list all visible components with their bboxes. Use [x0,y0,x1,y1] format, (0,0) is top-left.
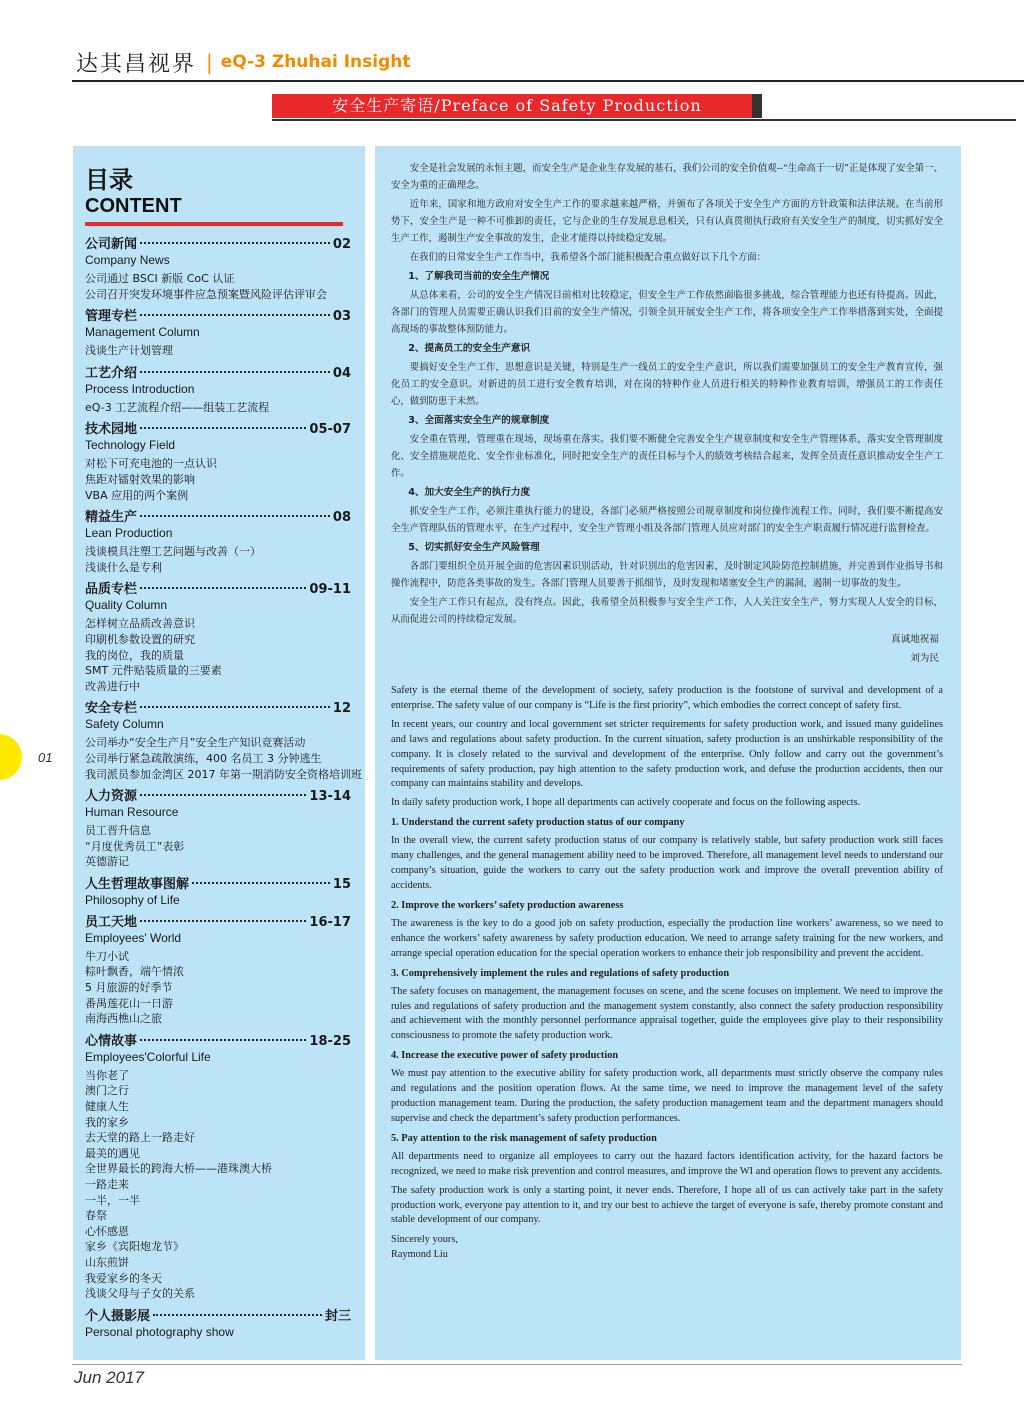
toc-section-english: Human Resource [85,805,179,820]
toc-article-item: 5 月旅游的好季节 [85,981,173,995]
toc-page-number: 13-14 [309,789,351,805]
toc-red-underline [85,222,343,226]
cn-paragraph: 安全是社会发展的永恒主题，而安全生产是企业生存发展的基石，我们公司的安全价值观--“生命高于一切”正是体现了安全第一、安全为重的正确理念。 [391,163,943,191]
chinese-body [391,160,943,628]
en-paragraph: We must pay attention to the executive ability for safety production work, all departments must strictly observe the company rules and regulations and the position operation flows. At the same time, we need to improve the management level of the safety production management team. During the production, the safety production management team and the department managers should supervise and check the department’s safety production performances. [391,1068,943,1124]
toc-page-number: 02 [332,237,351,252]
toc-section [85,581,351,694]
toc-section-title: 安全专栏 [85,701,138,717]
issue-date: Jun 2017 [74,1368,144,1387]
toc-section-title: 人生哲理故事图解 [85,876,190,892]
toc-article-item: 员工晋升信息 [85,824,151,838]
toc-section-english: Process Introduction [85,381,195,396]
toc-section-english: Philosophy of Life [85,892,180,907]
cn-paragraph: 要搞好安全生产工作，思想意识是关键，特别是生产一线员工的安全生产意识，所以我们需要加强员工的安全生产教育宣传，强化员工的安全意识。对新进的员工进行安全教育培训，对在岗的特种作业人员进行相关的特种作业教育培训，增强员工的工作责任心，做到防患于未然。 [391,362,943,407]
toc-section-title: 个人摄影展 [85,1308,151,1324]
toc-article-item: 去天堂的路上一路走好 [85,1131,195,1145]
page-marker-dot [0,734,22,780]
en-paragraph: The safety focuses on management, the management focuses on scene, and the scene focuses on implement. We need to improve the rules and regulations of safety production and the management system constantly, also connect the safety production responsibility and achievement with the monthly personnel performance appraisal together, guide the employees give play to their responsibility consciousness to promote the safety production work. [391,985,943,1042]
toc-article-item: 焦距对镭射效果的影响 [85,472,195,486]
toc-subtitle: CONTENT [85,195,182,217]
toc-section-title: 管理专栏 [85,309,138,325]
english-signature [391,1232,943,1262]
toc-article-item: 心怀感恩 [85,1224,129,1238]
toc-page-number: 03 [332,309,351,325]
footer-divider [72,1364,962,1365]
toc-page-number: 04 [332,365,351,381]
toc-section [85,509,351,575]
toc-section-english: Management Column [85,325,200,340]
toc-section-title: 员工天地 [85,914,138,930]
brand-separator: | [206,50,213,74]
toc-dot-leader [140,794,306,796]
toc-article-item: 全世界最长的跨海大桥——港珠澳大桥 [85,1162,272,1176]
toc-section [85,365,351,416]
toc-article-item: 澳门之行 [85,1084,129,1098]
page-number: 01 [38,750,53,765]
toc-article-item: 一半，一半 [85,1193,140,1207]
toc-title: 目录 [85,166,133,194]
toc-dot-leader [192,882,330,884]
toc-article-item: 浅谈什么是专利 [85,560,162,574]
toc-section [85,788,351,870]
toc-section-title: 公司新闻 [85,237,138,252]
toc-article-item: 浅谈模具注塑工艺问题与改善（一） [85,545,261,559]
toc-article-item: 我的家乡 [85,1115,129,1129]
toc-section [85,700,362,782]
toc-article-item: 对松下可充电池的一点认识 [85,457,217,471]
toc-section [85,1308,351,1340]
toc-section-heading [85,1033,351,1050]
toc-article-item: 公司通过 BSCI 新版 CoC 认证 [85,272,235,285]
cn-point-heading: 4、加大安全生产的执行力度 [408,487,531,498]
toc-article-item: 最美的遇见 [85,1146,140,1160]
toc-section-title: 心情故事 [85,1033,138,1049]
toc-dot-leader [140,242,330,244]
en-paragraph: The awareness is the key to do a good job on safety production, especially the production line workers’ awareness, so we need to enhance the workers’ safety awareness by safety production education. We need to arrange safety training for the new workers, and arrange special operation education for the special operation workers to enhance their job responsibility and prevent the accident. [391,917,943,959]
toc-article-item: 公司召开突发环境事件应急预案暨风险评估评审会 [85,287,327,301]
toc-section-english: Safety Column [85,717,164,732]
cn-paragraph: 安全重在管理，管理重在现场，现场重在落实。我们要不断健全完善安全生产规章制度和安全生产管理体系，落实安全管理制度化、安全措施规范化、安全作业标准化，同时把安全生产的责任目标与个人的绩效考核结合起来，发挥全员责任意识推动安全生产工作。 [391,434,943,479]
preface-article [375,146,961,1360]
toc-section-heading [85,700,351,717]
toc-article-item: 我的岗位，我的质量 [85,648,184,662]
cn-point-heading: 5、切实抓好安全生产风险管理 [408,542,540,553]
toc-dot-leader [153,1314,322,1316]
en-signature-line: Raymond Liu [391,1249,448,1261]
en-paragraph: All departments need to organize all employees to carry out the hazard factors identification activity, for the hazard factors be recognized, we need to make risk prevention and control measures, and improve the WI and operation flows to prevent any accidents. [391,1150,943,1177]
banner-end-block [752,94,762,118]
toc-page-number: 封三 [324,1308,351,1324]
toc-article-item: 我司派员参加金湾区 2017 年第一期消防安全资格培训班 [85,767,362,781]
toc-section [85,876,351,908]
toc-section-heading [85,308,351,325]
toc-section [85,421,351,503]
toc-dot-leader [140,515,330,517]
en-paragraph: In the overall view, the current safety production status of our company is relatively stable, but safety production work still faces many challenges, and the general management ability need to be improved. Therefore, all management level needs to understand our company’s situation, guide the workers to carry out the safety production work and improve the overall prevention ability of accidents. [391,835,943,891]
toc-section-english: Quality Column [85,598,168,613]
banner-divider [272,119,1016,121]
toc-article-item: 牛刀小试 [85,949,129,963]
toc-article-item: 健康人生 [85,1100,129,1114]
toc-section-heading [85,236,351,253]
en-point-heading: 4. Increase the executive power of safety production [391,1050,619,1062]
en-point-heading: 1. Understand the current safety production status of our company [391,817,685,829]
toc-section-heading [85,581,351,598]
toc-dot-leader [140,920,306,922]
toc-section-english: Personal photography show [85,1324,234,1339]
toc-page-number: 16-17 [309,914,351,930]
toc-section-title: 技术园地 [85,422,138,438]
toc-section-english: Employees'Colorful Life [85,1049,211,1064]
toc-section-list [85,236,362,1340]
en-point-heading: 2. Improve the workers’ safety production awareness [391,899,624,911]
toc-section-english: Technology Field [85,438,176,453]
brand-english: eQ-3 Zhuhai Insight [220,52,411,72]
toc-article-item: 春祭 [85,1209,107,1223]
en-signature-line: Sincerely yours, [391,1234,458,1246]
toc-section [85,914,351,1027]
cn-point-heading: 3、全面落实安全生产的规章制度 [408,415,550,426]
cn-paragraph: 抓安全生产工作，必须注重执行能力的建设，各部门必须严格按照公司规章制度和岗位操作流程工作。同时，我们要不断提高安全生产管理队伍的管理水平，在生产过程中，安全生产管理小组及各部门管理人员应对部门的安全生产职责履行情况进行监督检查。 [391,506,943,534]
toc-article-item: 英德游记 [85,855,129,869]
toc-dot-leader [140,371,330,373]
toc-section [85,236,351,302]
toc-article-item: 番禺莲花山一日游 [85,996,173,1010]
toc-page-number: 12 [332,701,351,717]
english-body [391,684,943,1228]
toc-article-item: 公司举行紧急疏散演练，400 名员工 3 分钟逃生 [85,751,322,765]
toc-article-item: 粽叶飘香，端午情浓 [85,965,184,979]
toc-section-title: 精益生产 [85,510,138,526]
toc-article-item: VBA 应用的两个案例 [85,488,189,502]
toc-section-title: 人力资源 [85,789,138,805]
toc-section-heading [85,788,351,805]
en-paragraph: In recent years, our country and local government set stricter requirements for safety production work, and issued many guidelines and laws and regulations about safety production. In the current situation, safety production is an unshirkable responsibility of the company. It is closely related to the survival and development of the enterprise. Only follow and carry out the government’s requirements of safety production, pay high attention to the safety production work, and defuse the production accidents, then our company can maintains stability and develops. [391,718,943,790]
toc-section-heading [85,876,351,893]
en-point-heading: 5. Pay attention to the risk management of safety production [391,1132,657,1144]
header-divider [72,80,1024,82]
section-banner: 安全生产寄语/Preface of Safety Production [272,94,762,118]
toc-dot-leader [140,1039,306,1041]
toc-dot-leader [140,587,306,589]
cn-paragraph: 从总体来看，公司的安全生产情况目前相对比较稳定，但安全生产工作依然面临很多挑战，综合管理能力也还有待提高。因此，各部门的管理人员需要正确认识我们目前的安全生产情况，引领全员开展安全生产工作，将各项安全生产工作举措落到实处，全面提高现场的事故整体预防能力。 [391,290,943,335]
toc-dot-leader [140,706,330,708]
en-point-heading: 3. Comprehensively implement the rules and regulations of safety production [391,967,730,979]
cn-paragraph: 各部门要组织全员开展全面的危害因素识别活动，针对识别出的危害因素，及时制定风险防范控制措施，并完善到作业指导书和操作流程中，防范各类事故的发生。各部门管理人员要善于抓细节，及时发现和堵塞安全生产的漏洞，遏制一切事故的发生。 [391,561,943,589]
cn-point-heading: 1、了解我司当前的安全生产情况 [408,271,550,282]
toc-page-number: 08 [332,510,351,526]
toc-article-item: 公司举办“安全生产月”安全生产知识竞赛活动 [85,736,306,750]
toc-dot-leader [140,314,330,316]
toc-article-item: 当你老了 [85,1068,129,1082]
cn-point-heading: 2、提高员工的安全生产意识 [408,343,531,354]
toc-article-item: 浅谈父母与子女的关系 [85,1287,195,1301]
toc-article-item: 怎样树立品质改善意识 [85,617,195,631]
brand-chinese: 达其昌视界 [76,51,197,77]
toc-section-title: 工艺介绍 [85,365,138,381]
toc-section-english: Company News [85,253,170,267]
cn-paragraph: 安全生产工作只有起点，没有终点。因此，我希望全员积极参与安全生产工作，人人关注安全生产，努力实现人人安全的目标，从而促进公司的持续稳定发展。 [391,597,943,625]
toc-page-number: 18-25 [309,1033,351,1049]
toc-section-heading [85,421,351,438]
toc-section-heading [85,1308,351,1325]
toc-section-title: 品质专栏 [85,582,138,598]
en-paragraph: The safety production work is only a starting point, it never ends. Therefore, I hope all of us can actively take part in the safety production work, everyone pay attention to it, and try our best to achieve the target of everyone is safe, thereby promote constant and stable development of our company. [391,1184,943,1226]
toc-page-number: 15 [332,876,351,892]
cn-signature-line: 刘为民 [910,653,939,664]
toc-article-item: “月度优秀员工”表彰 [85,839,185,853]
toc-article-item: 我爱家乡的冬天 [85,1271,162,1285]
toc-article-item: 一路走来 [85,1178,129,1191]
magazine-header [76,44,411,80]
cn-paragraph: 近年来，国家和地方政府对安全生产工作的要求越来越严格，并颁布了各项关于安全生产方面的方针政策和法律法规。在当前形势下，安全生产是一种不可推卸的责任，它与企业的生存发展息息相关，只有认真贯彻执行政府有关安全生产的制度，切实抓好安全生产工作，遏制生产安全事故的发生，企业才能得以持续稳定发展。 [391,199,943,244]
toc-page-number: 09-11 [309,582,351,598]
toc-section-heading [85,914,351,931]
toc-section-heading [85,365,351,382]
toc-section [85,308,351,359]
toc-article-item: 山东煎饼 [85,1255,129,1269]
toc-section [85,1033,351,1302]
toc-article-item: 家乡《宾阳炮龙节》 [85,1240,184,1254]
chinese-signature [391,630,943,668]
toc-section-heading [85,509,351,526]
toc-article-item: 南海西樵山之旅 [85,1012,162,1026]
toc-section-english: Lean Production [85,526,173,541]
toc-article-item: 印刷机参数设置的研究 [85,632,195,646]
toc-dot-leader [140,427,306,429]
toc-article-item: 浅谈生产计划管理 [85,344,173,358]
toc-section-english: Employees' World [85,930,182,945]
toc-article-item: 改善进行中 [85,679,140,693]
en-paragraph: Safety is the eternal theme of the development of society, safety production is the footstone of survival and development of a enterprise. The safety value of our company is “Life is the first priority”, which embodies the correct concept of safety first. [391,685,943,711]
toc-article-item: SMT 元件贴装质量的三要素 [85,664,222,678]
cn-paragraph: 在我们的日常安全生产工作当中，我希望各个部门能积极配合重点做好以下几个方面： [409,252,767,263]
table-of-contents [73,146,365,1360]
toc-article-item: eQ-3 工艺流程介绍——组装工艺流程 [85,400,270,414]
en-paragraph: In daily safety production work, I hope all departments can actively cooperate and focus on the following aspects. [391,797,861,809]
cn-signature-line: 真诚地祝福 [891,634,939,645]
toc-page-number: 05-07 [309,422,351,438]
